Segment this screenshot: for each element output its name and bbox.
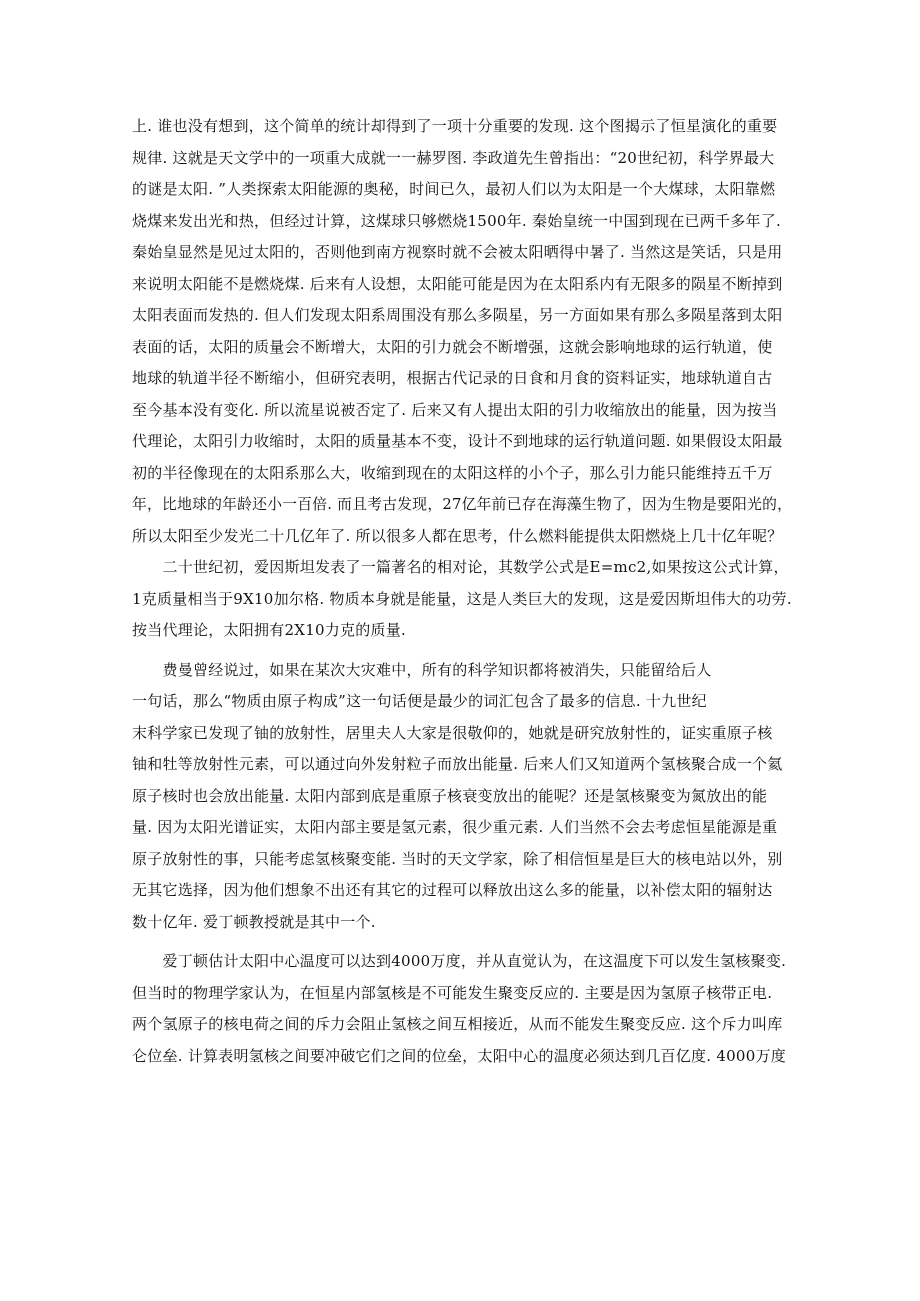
text-line: 铀和牡等放射性元素，可以通过向外发射粒子而放出能量. 后来人们又知道两个氢核聚合成一个氦 [132,755,783,773]
text-line: 至今基本没有变化. 所以流星说被否定了. 后来又有人提出太阳的引力收缩放出的能量，因为按当 [132,400,778,419]
text-line: 烧煤来发出光和热，但经过计算，这煤球只够燃烧1500年. 秦始皇统一中国到现在已两千多年了. [132,211,781,230]
text-line: 仑位垒. 计算表明氢核之间要冲破它们之间的位垒，太阳中心的温度必须达到几百亿度. 4000万度 [132,1046,787,1065]
text-line: 但当时的物理学家认为，在恒星内部氢核是不可能发生聚变反应的. 主要是因为氢原子核带正电. [132,983,773,1002]
text-line: 秦始皇显然是见过太阳的，否则他到南方视察时就不会被太阳晒得中暑了. 当然这是笑话，只是用 [132,243,783,261]
text-line: 无其它选择，因为他们想象不出还有其它的过程可以释放出这么多的能量，以补偿太阳的辐射达 [132,881,773,899]
text-line: 量. 因为太阳光谱证实，太阳内部主要是氢元素，很少重元素. 人们当然不会去考虑恒星能源是重 [132,818,778,836]
text-line: 按当代理论，太阳拥有2X10力克的质量. [132,621,407,639]
text-line: 年，比地球的年龄还小一百倍. 而且考古发现，27亿年前已存在海藻生物了，因为生物是要阳光的， [132,495,793,513]
text-line: 费曼曾经说过，如果在某次大灾难中，所有的科学知识都将被消失，只能留给后人 [132,660,712,679]
text-line: 两个氢原子的核电荷之间的斥力会阻止氢核之间互相接近，从而不能发生聚变反应. 这个斥力叫库 [132,1015,783,1033]
text-line: 的谜是太阳. ”人类探索太阳能源的奥秘，时间已久，最初人们以为太阳是一个大煤球，太阳靠燃 [132,180,776,198]
text-line: 原子核时也会放出能量. 太阳内部到底是重原子核衰变放出的能呢？还是氢核聚变为氮放出的能 [132,786,768,805]
text-line: 爱丁顿估计太阳中心温度可以达到4000万度，并从直觉认为，在这温度下可以发生氢核聚变. [132,952,787,970]
text-line: 地球的轨道半径不断缩小，但研究表明，根据古代记录的日食和月食的资料证实，地球轨道自古 [132,369,773,387]
text-line: 上. 谁也没有想到，这个简单的统计却得到了一项十分重要的发现. 这个图揭示了恒星演化的重要 [132,117,778,135]
text-line: 二十世纪初，爱因斯坦发表了一篇著名的相对论，其数学公式是E=mc2,如果按这公式计算， [132,558,789,576]
text-line: 原子放射性的事，只能考虑氢核聚变能. 当时的天文学家，除了相信恒星是巨大的核电站以外，别 [132,849,783,868]
paragraph-gap [132,938,792,946]
text-line: 末科学家已发现了铀的放射性，居里夫人大家是很敬仰的，她就是研究放射性的，证实重原子核 [132,723,773,742]
text-line: 太阳表面而发热的. 但人们发现太阳系周围没有那么多陨星，另一方面如果有那么多陨星落到太阳 [132,306,783,324]
document-body [132,111,792,1072]
text-line: 一句话，那么“物质由原子构成”这一句话便是最少的词汇包含了最多的信息. 十九世纪 [132,692,707,710]
text-line: 数十亿年. 爱丁顿教授就是其中一个. [132,912,376,931]
text-line: 规律. 这就是天文学中的一项重大成就一一赫罗图. 李政道先生曾指出：“20世纪初，科学界最大 [132,148,775,167]
paragraph-gap [132,647,792,655]
paragraph [132,946,792,1072]
paragraph [132,111,792,552]
text-line: 所以太阳至少发光二十几亿年了. 所以很多人都在思考，什么燃料能提供太阳燃烧上几十亿年呢？ [132,526,783,545]
paragraph [132,552,792,647]
text-line: 初的半径像现在的太阳系那么大，收缩到现在的太阳这样的小个子，那么引力能只能维持五千万 [132,463,773,482]
text-line: 代理论，太阳引力收缩时，太阳的质量基本不变，设计不到地球的运行轨道问题. 如果假设太阳最 [132,432,783,450]
paragraph [132,655,792,939]
text-line: 来说明太阳能不是燃烧煤. 后来有人设想，太阳能可能是因为在太阳系内有无限多的陨星不断掉到 [132,274,783,293]
text-line: 表面的话，太阳的质量会不断增大，太阳的引力就会不断增强，这就会影响地球的运行轨道，使 [132,337,773,356]
text-line: 1克质量相当于9X10加尔格. 物质本身就是能量，这是人类巨大的发现，这是爱因斯坦伟大的功劳. [132,589,792,608]
